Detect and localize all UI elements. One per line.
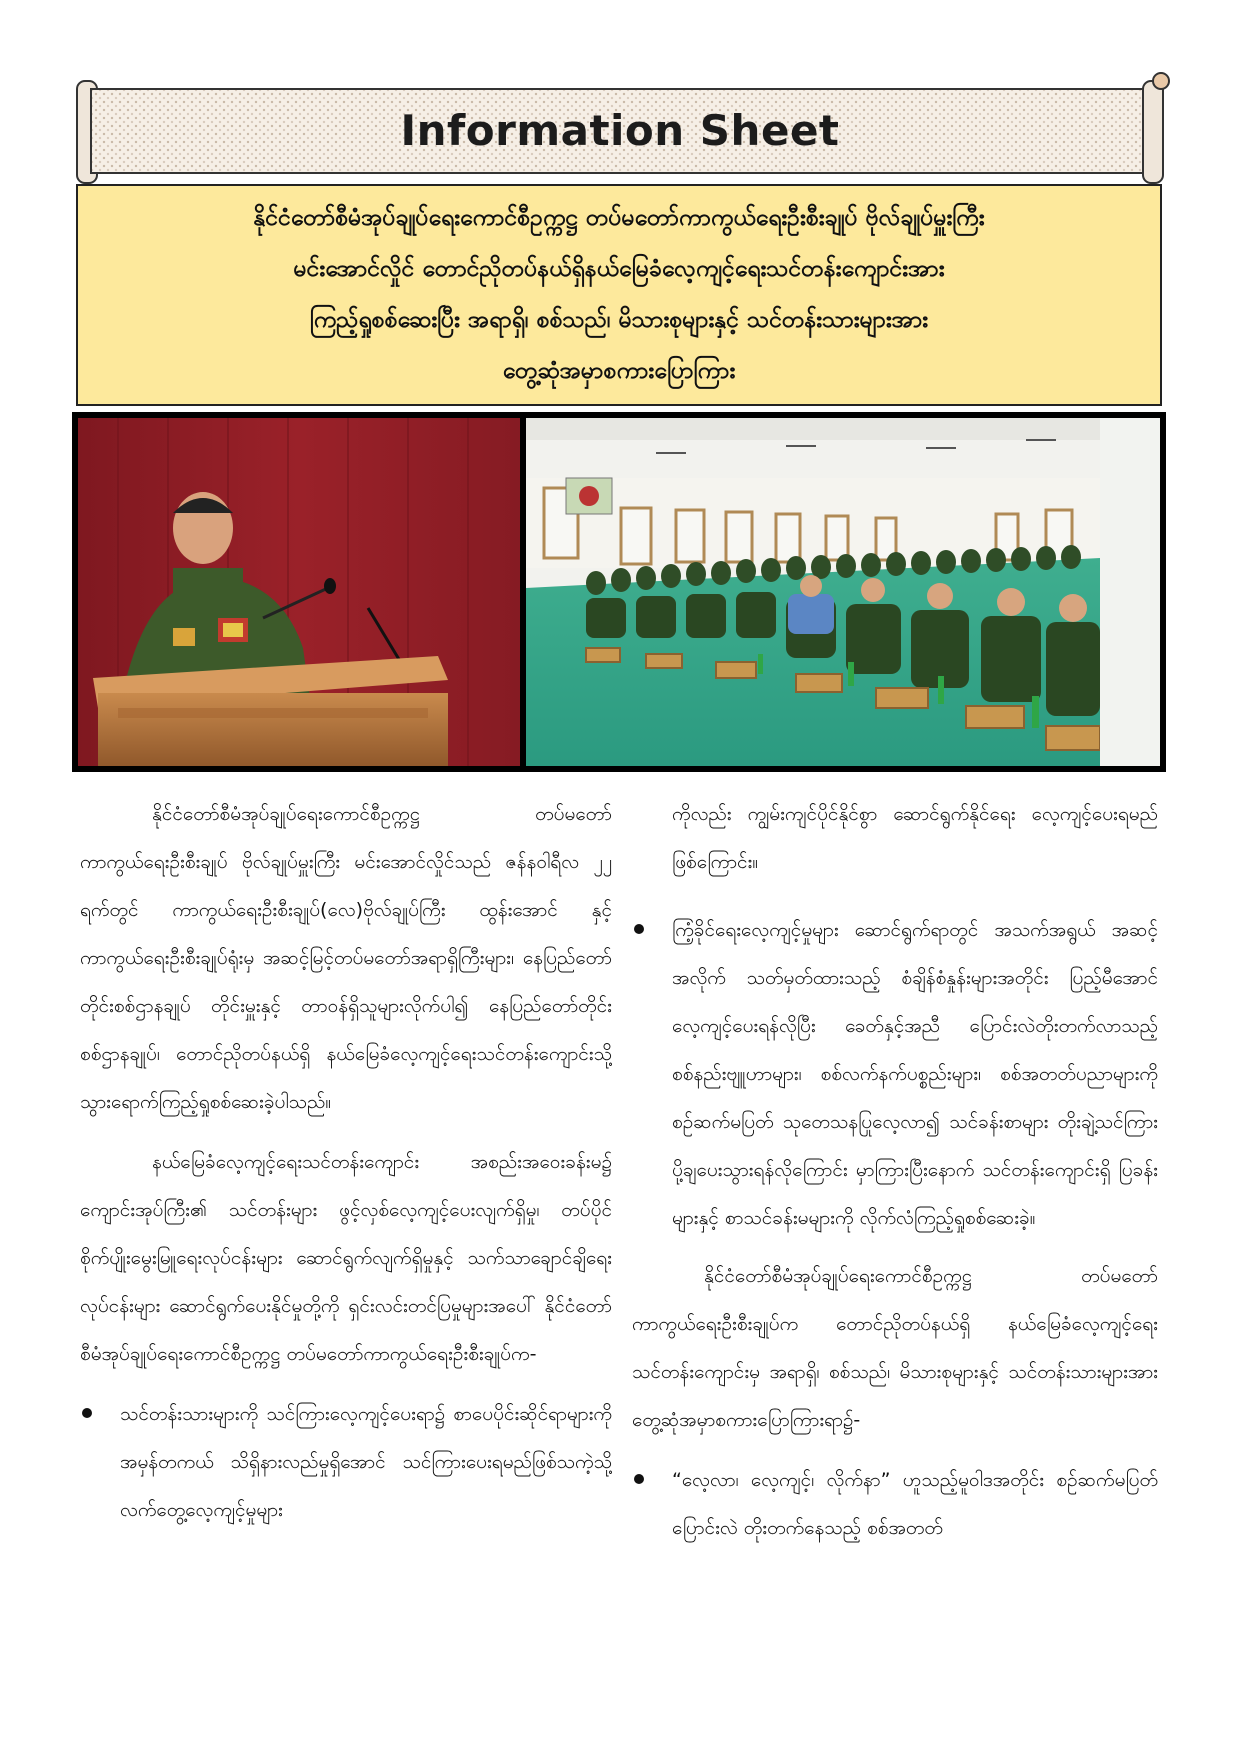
headline-box	[76, 184, 1162, 406]
bullet-text-1: သင်တန်းသားများကို သင်ကြားလေ့ကျင့်ပေးရာ၌ စာပေပိုင်းဆိုင်ရာများကို အမှန်တကယ် သိရှိနားလည်မှုရှိအောင် သင်ကြားပေးရမည်ဖြစ်သကဲ့သို့ လက်တွေ့လေ့ကျင့်မှုများ	[120, 1403, 612, 1521]
left-column	[80, 790, 612, 1544]
paragraph-1: နိုင်ငံတော်စီမံအုပ်ချုပ်ရေးကောင်စီဥက္ကဋ္ဌ တပ်မတော်ကာကွယ်ရေးဦးစီးချုပ် ဗိုလ်ချုပ်မှူးကြီး မင်းအောင်လှိုင်သည် ဇန်နဝါရီလ ၂၂ ရက်တွင် ကာကွယ်ရေးဦးစီးချုပ်(လေ)ဗိုလ်ချုပ်ကြီး ထွန်းအောင် နှင့် ကာကွယ်ရေးဦးစီးချုပ်ရုံးမှ အဆင့်မြင့်တပ်မတော်အရာရှိကြီးများ၊ နေပြည်တော်တိုင်းစစ်ဌာနချုပ် တိုင်းမှူးနှင့် တာဝန်ရှိသူများလိုက်ပါ၍ နေပြည်တော်တိုင်းစစ်ဌာနချုပ်၊ တောင်ညိုတပ်နယ်ရှိ နယ်မြေခံလေ့ကျင့်ရေးသင်တန်းကျောင်းသို့ သွားရောက်ကြည့်ရှုစစ်ဆေးခဲ့ပါသည်။	[80, 803, 612, 1113]
right-column	[632, 790, 1158, 1562]
paragraph-2: နယ်မြေခံလေ့ကျင့်ရေးသင်တန်းကျောင်း အစည်းအဝေးခန်းမ၌ ကျောင်းအုပ်ကြီး၏ သင်တန်းများ ဖွင့်လှစ်လေ့ကျင့်ပေးလျက်ရှိမှု၊ တပ်ပိုင် စိုက်ပျိုးမွေးမြူရေးလုပ်ငန်းများ ဆောင်ရွက်လျက်ရှိမှုနှင့် သက်သာချောင်ချိရေးလုပ်ငန်းများ ဆောင်ရွက်ပေးနိုင်မှုတို့ကို ရှင်းလင်းတင်ပြမှုများအပေါ် နိုင်ငံတော် စီမံအုပ်ချုပ်ရေးကောင်စီဥက္ကဋ္ဌ တပ်မတော်ကာကွယ်ရေးဦးစီးချုပ်က-	[80, 1151, 612, 1365]
title-banner	[76, 80, 1164, 184]
bullet-continuation: ကိုလည်း ကျွမ်းကျင်ပိုင်နိုင်စွာ ဆောင်ရွက်နိုင်ရေး လေ့ကျင့်ပေးရမည်ဖြစ်ကြောင်း။	[672, 803, 1158, 873]
photo-strip	[72, 412, 1166, 772]
audience-illustration	[526, 418, 1100, 766]
bullet-dot-icon	[82, 1408, 92, 1418]
bullet-text-3: “လေ့လာ၊ လေ့ကျင့်၊ လိုက်နာ” ဟူသည့်မူဝါဒအတိုင်း စဉ်ဆက်မပြတ်ပြောင်းလဲ တိုးတက်နေသည့် စစ်အတတ်	[672, 1469, 1158, 1539]
bullet-item-2	[632, 906, 1158, 1242]
paragraph-3: နိုင်ငံတော်စီမံအုပ်ချုပ်ရေးကောင်စီဥက္ကဋ္ဌ တပ်မတော်ကာကွယ်ရေးဦးစီးချုပ်က တောင်ညိုတပ်နယ်ရှိ နယ်မြေခံလေ့ကျင့်ရေး သင်တန်းကျောင်းမှ အရာရှိ၊ စစ်သည်၊ မိသားစုများနှင့် သင်တန်းသားများအား တွေ့ဆုံအမှာစကားပြောကြားရာ၌-	[632, 1265, 1158, 1431]
headline-line-4: တွေ့ဆုံအမှာစကားပြောကြား	[502, 358, 736, 384]
speaker-illustration	[78, 418, 520, 766]
bullet-item-3	[632, 1456, 1158, 1552]
headline-line-1: နိုင်ငံတော်စီမံအုပ်ချုပ်ရေးကောင်စီဥက္ကဋ္ဌ တပ်မတော်ကာကွယ်ရေးဦးစီးချုပ် ဗိုလ်ချုပ်မှူးကြီး	[253, 205, 985, 231]
page-title: Information Sheet	[400, 106, 840, 155]
bullet-dot-icon	[634, 924, 644, 934]
bullet-text-2: ကြံ့ခိုင်ရေးလေ့ကျင့်မှုများ ဆောင်ရွက်ရာတွင် အသက်အရွယ် အဆင့်အလိုက် သတ်မှတ်ထားသည့် စံချိန်စံနှုန်းများအတိုင်း ပြည့်မီအောင်လေ့ကျင့်ပေးရန်လိုပြီး ခေတ်နှင့်အညီ ပြောင်းလဲတိုးတက်လာသည့် စစ်နည်းဗျူဟာများ၊ စစ်လက်နက်ပစ္စည်းများ၊ စစ်အတတ်ပညာများကို စဉ်ဆက်မပြတ် သုတေသနပြုလေ့လာ၍ သင်ခန်းစာများ တိုးချဲ့သင်ကြားပို့ချပေးသွားရန်လိုကြောင်း မှာကြားပြီးနောက် သင်တန်းကျောင်းရှိ ပြခန်းများနှင့် စာသင်ခန်းမများကို လိုက်လံကြည့်ရှုစစ်ဆေးခဲ့။	[672, 919, 1158, 1229]
bullet-item-1	[80, 1390, 612, 1534]
headline-line-3: ကြည့်ရှုစစ်ဆေးပြီး အရာရှိ၊ စစ်သည်၊ မိသားစုများနှင့် သင်တန်းသားများအား	[309, 307, 929, 333]
audience-photo	[526, 418, 1160, 766]
scroll-curl	[1152, 72, 1170, 90]
speaker-photo	[78, 418, 520, 766]
bullet-dot-icon	[634, 1474, 644, 1484]
headline-line-2: မင်းအောင်လှိုင် တောင်ညိုတပ်နယ်ရှိနယ်မြေခံလေ့ကျင့်ရေးသင်တန်းကျောင်းအား	[293, 256, 945, 282]
